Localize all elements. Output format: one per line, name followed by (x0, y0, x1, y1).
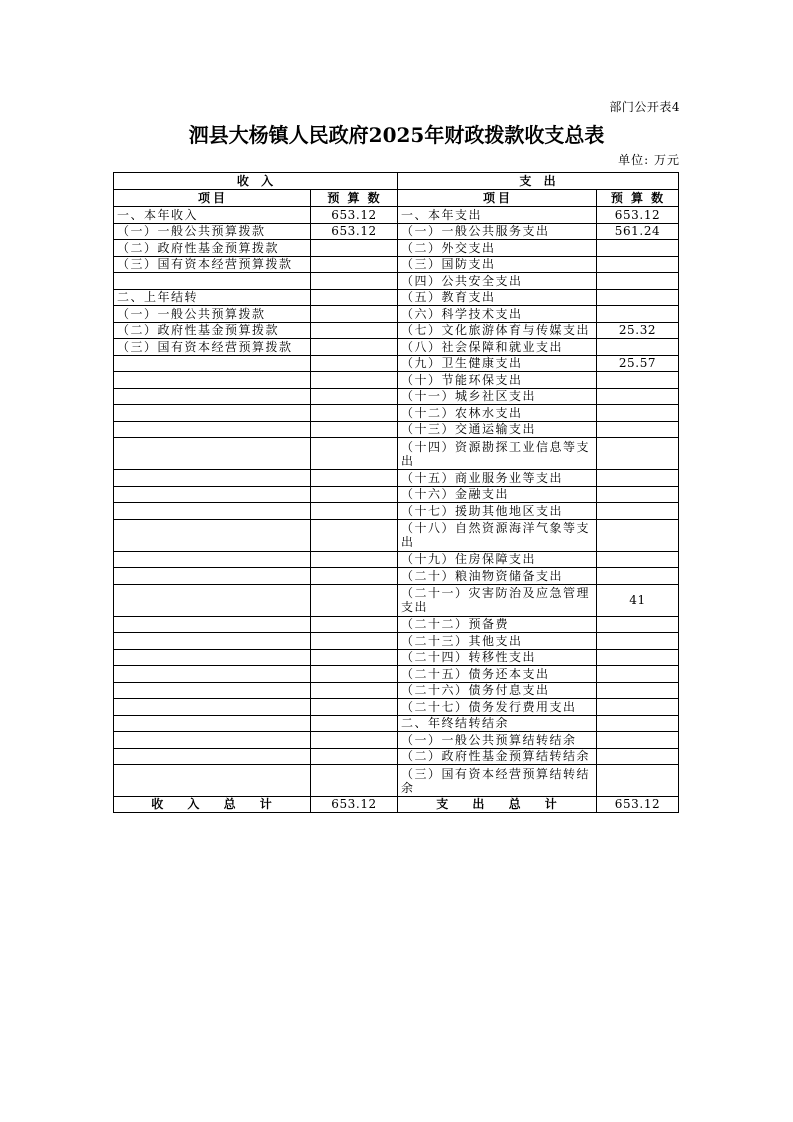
income-item-header: 项目 (114, 190, 311, 207)
expense-item-cell: （九）卫生健康支出 (398, 355, 597, 372)
expense-amount-cell (597, 715, 679, 732)
income-amount-cell (311, 438, 398, 470)
income-item-cell: （一）一般公共预算拨款 (114, 223, 311, 240)
column-header-row (114, 190, 679, 207)
expense-item-cell: （四）公共安全支出 (398, 273, 597, 290)
table-row (114, 207, 679, 224)
income-item-cell (114, 649, 311, 666)
expense-amount-cell (597, 421, 679, 438)
page-title: 泗县大杨镇人民政府2025年财政拨款收支总表 (188, 123, 605, 147)
income-header: 收 入 (114, 173, 398, 190)
income-amount-cell (311, 388, 398, 405)
income-amount-cell (311, 240, 398, 257)
income-amount-cell (311, 503, 398, 520)
income-item-cell (114, 273, 311, 290)
income-item-cell: （三）国有资本经营预算拨款 (114, 339, 311, 356)
expense-amount-cell: 25.32 (597, 322, 679, 339)
expense-item-cell: （十七）援助其他地区支出 (398, 503, 597, 520)
expense-item-cell: （二）外交支出 (398, 240, 597, 257)
expense-amount-cell (597, 339, 679, 356)
income-amount-cell (311, 470, 398, 487)
table-row (114, 306, 679, 323)
income-item-cell (114, 633, 311, 650)
expense-item-cell: （十一）城乡社区支出 (398, 388, 597, 405)
table-row (114, 322, 679, 339)
income-amount-cell (311, 273, 398, 290)
expense-amount-cell (597, 765, 679, 797)
income-item-cell (114, 388, 311, 405)
income-item-cell: 二、上年结转 (114, 289, 311, 306)
expense-item-cell: （二十）粮油物资储备支出 (398, 568, 597, 585)
table-row (114, 355, 679, 372)
expense-header: 支 出 (398, 173, 679, 190)
income-amount-cell (311, 633, 398, 650)
income-amount-cell (311, 616, 398, 633)
expense-amount-cell (597, 519, 679, 551)
expense-item-cell: （十）节能环保支出 (398, 372, 597, 389)
income-amount-cell (311, 666, 398, 683)
expense-item-cell: （十三）交通运输支出 (398, 421, 597, 438)
expense-item-cell: （二十五）债务还本支出 (398, 666, 597, 683)
income-item-cell (114, 666, 311, 683)
expense-item-cell: （一）一般公共预算结转结余 (398, 732, 597, 749)
table-row (114, 339, 679, 356)
expense-item-cell: （五）教育支出 (398, 289, 597, 306)
table-row (114, 470, 679, 487)
expense-amount-cell (597, 372, 679, 389)
table-row (114, 372, 679, 389)
income-item-cell (114, 682, 311, 699)
table-row (114, 421, 679, 438)
income-amount-cell (311, 355, 398, 372)
table-row (114, 633, 679, 650)
income-item-cell: （二）政府性基金预算拨款 (114, 240, 311, 257)
expense-amount-cell (597, 649, 679, 666)
table-row (114, 289, 679, 306)
expense-amount-cell (597, 732, 679, 749)
income-item-cell (114, 372, 311, 389)
income-item-cell (114, 405, 311, 422)
income-amount-cell (311, 551, 398, 568)
income-amount-cell (311, 256, 398, 273)
expense-item-cell: （二十四）转移性支出 (398, 649, 597, 666)
expense-item-cell: （十六）金融支出 (398, 486, 597, 503)
expense-item-cell: （三）国防支出 (398, 256, 597, 273)
expense-item-header: 项目 (398, 190, 597, 207)
expense-amount-cell (597, 306, 679, 323)
expense-total-label: 支 出 总 计 (398, 797, 597, 813)
income-amount-cell (311, 732, 398, 749)
income-amount-cell (311, 649, 398, 666)
income-item-cell: （一）一般公共预算拨款 (114, 306, 311, 323)
expense-item-cell: （七）文化旅游体育与传媒支出 (398, 322, 597, 339)
unit-label: 单位: 万元 (618, 153, 680, 167)
income-amount-cell (311, 421, 398, 438)
income-amount-cell (311, 715, 398, 732)
table-row (114, 223, 679, 240)
income-item-cell (114, 438, 311, 470)
table-row (114, 551, 679, 568)
expense-amount-cell: 653.12 (597, 207, 679, 224)
expense-item-cell: （二）政府性基金预算结转结余 (398, 748, 597, 765)
expense-item-cell: 一、本年支出 (398, 207, 597, 224)
expense-item-cell: （三）国有资本经营预算结转结余 (398, 765, 597, 797)
table-row (114, 486, 679, 503)
income-item-cell (114, 732, 311, 749)
table-row (114, 682, 679, 699)
table-row (114, 666, 679, 683)
budget-table (113, 172, 679, 813)
expense-amount-cell: 561.24 (597, 223, 679, 240)
income-item-cell (114, 616, 311, 633)
table-row (114, 240, 679, 257)
expense-amount-cell (597, 289, 679, 306)
table-row (114, 699, 679, 716)
income-amount-cell (311, 748, 398, 765)
expense-item-cell: （十九）住房保障支出 (398, 551, 597, 568)
income-item-cell: （二）政府性基金预算拨款 (114, 322, 311, 339)
expense-amount-cell (597, 438, 679, 470)
table-row (114, 732, 679, 749)
income-item-cell (114, 551, 311, 568)
expense-item-cell: （十五）商业服务业等支出 (398, 470, 597, 487)
expense-amount-cell (597, 273, 679, 290)
expense-item-cell: （十二）农林水支出 (398, 405, 597, 422)
income-item-cell (114, 486, 311, 503)
income-amount-header: 预 算 数 (311, 190, 398, 207)
income-item-cell (114, 421, 311, 438)
form-number: 部门公开表4 (609, 100, 680, 114)
expense-amount-cell (597, 682, 679, 699)
expense-amount-cell (597, 568, 679, 585)
income-item-cell (114, 470, 311, 487)
expense-amount-header: 预 算 数 (597, 190, 679, 207)
income-amount-cell (311, 339, 398, 356)
expense-total-amount: 653.12 (597, 797, 679, 813)
table-row (114, 568, 679, 585)
table-row (114, 519, 679, 551)
income-total-label: 收 入 总 计 (114, 797, 311, 813)
income-item-cell: （三）国有资本经营预算拨款 (114, 256, 311, 273)
expense-amount-cell: 25.57 (597, 355, 679, 372)
income-item-cell (114, 503, 311, 520)
expense-item-cell: （二十六）债务付息支出 (398, 682, 597, 699)
expense-item-cell: （十八）自然资源海洋气象等支出 (398, 519, 597, 551)
expense-item-cell: （二十二）预备费 (398, 616, 597, 633)
expense-amount-cell (597, 551, 679, 568)
expense-item-cell: （二十三）其他支出 (398, 633, 597, 650)
table-row (114, 649, 679, 666)
income-item-cell (114, 715, 311, 732)
income-amount-cell (311, 306, 398, 323)
expense-amount-cell (597, 699, 679, 716)
income-amount-cell (311, 765, 398, 797)
expense-amount-cell (597, 748, 679, 765)
income-item-cell: 一、本年收入 (114, 207, 311, 224)
table-row (114, 715, 679, 732)
expense-item-cell: （一）一般公共服务支出 (398, 223, 597, 240)
income-amount-cell (311, 682, 398, 699)
table-row (114, 748, 679, 765)
expense-amount-cell (597, 486, 679, 503)
income-item-cell (114, 355, 311, 372)
expense-item-cell: （二十一）灾害防治及应急管理支出 (398, 584, 597, 616)
table-row (114, 616, 679, 633)
expense-amount-cell (597, 616, 679, 633)
table-row (114, 388, 679, 405)
income-item-cell (114, 748, 311, 765)
income-amount-cell: 653.12 (311, 207, 398, 224)
total-row (114, 797, 679, 813)
expense-amount-cell (597, 666, 679, 683)
table-row (114, 256, 679, 273)
section-header-row (114, 173, 679, 190)
income-amount-cell: 653.12 (311, 223, 398, 240)
expense-amount-cell (597, 470, 679, 487)
income-amount-cell (311, 568, 398, 585)
expense-amount-cell (597, 240, 679, 257)
expense-item-cell: （十四）资源勘探工业信息等支出 (398, 438, 597, 470)
expense-amount-cell (597, 633, 679, 650)
income-item-cell (114, 584, 311, 616)
expense-amount-cell (597, 405, 679, 422)
income-amount-cell (311, 519, 398, 551)
income-amount-cell (311, 699, 398, 716)
income-item-cell (114, 519, 311, 551)
table-row (114, 503, 679, 520)
income-item-cell (114, 765, 311, 797)
expense-item-cell: （六）科学技术支出 (398, 306, 597, 323)
expense-amount-cell (597, 256, 679, 273)
expense-item-cell: （二十七）债务发行费用支出 (398, 699, 597, 716)
income-amount-cell (311, 486, 398, 503)
table-row (114, 438, 679, 470)
income-amount-cell (311, 372, 398, 389)
table-row (114, 584, 679, 616)
income-amount-cell (311, 322, 398, 339)
table-row (114, 765, 679, 797)
table-row (114, 405, 679, 422)
expense-item-cell: （八）社会保障和就业支出 (398, 339, 597, 356)
income-amount-cell (311, 289, 398, 306)
table-row (114, 273, 679, 290)
income-amount-cell (311, 584, 398, 616)
income-item-cell (114, 568, 311, 585)
expense-amount-cell (597, 388, 679, 405)
income-amount-cell (311, 405, 398, 422)
expense-amount-cell: 41 (597, 584, 679, 616)
income-total-amount: 653.12 (311, 797, 398, 813)
expense-amount-cell (597, 503, 679, 520)
expense-item-cell: 二、年终结转结余 (398, 715, 597, 732)
income-item-cell (114, 699, 311, 716)
